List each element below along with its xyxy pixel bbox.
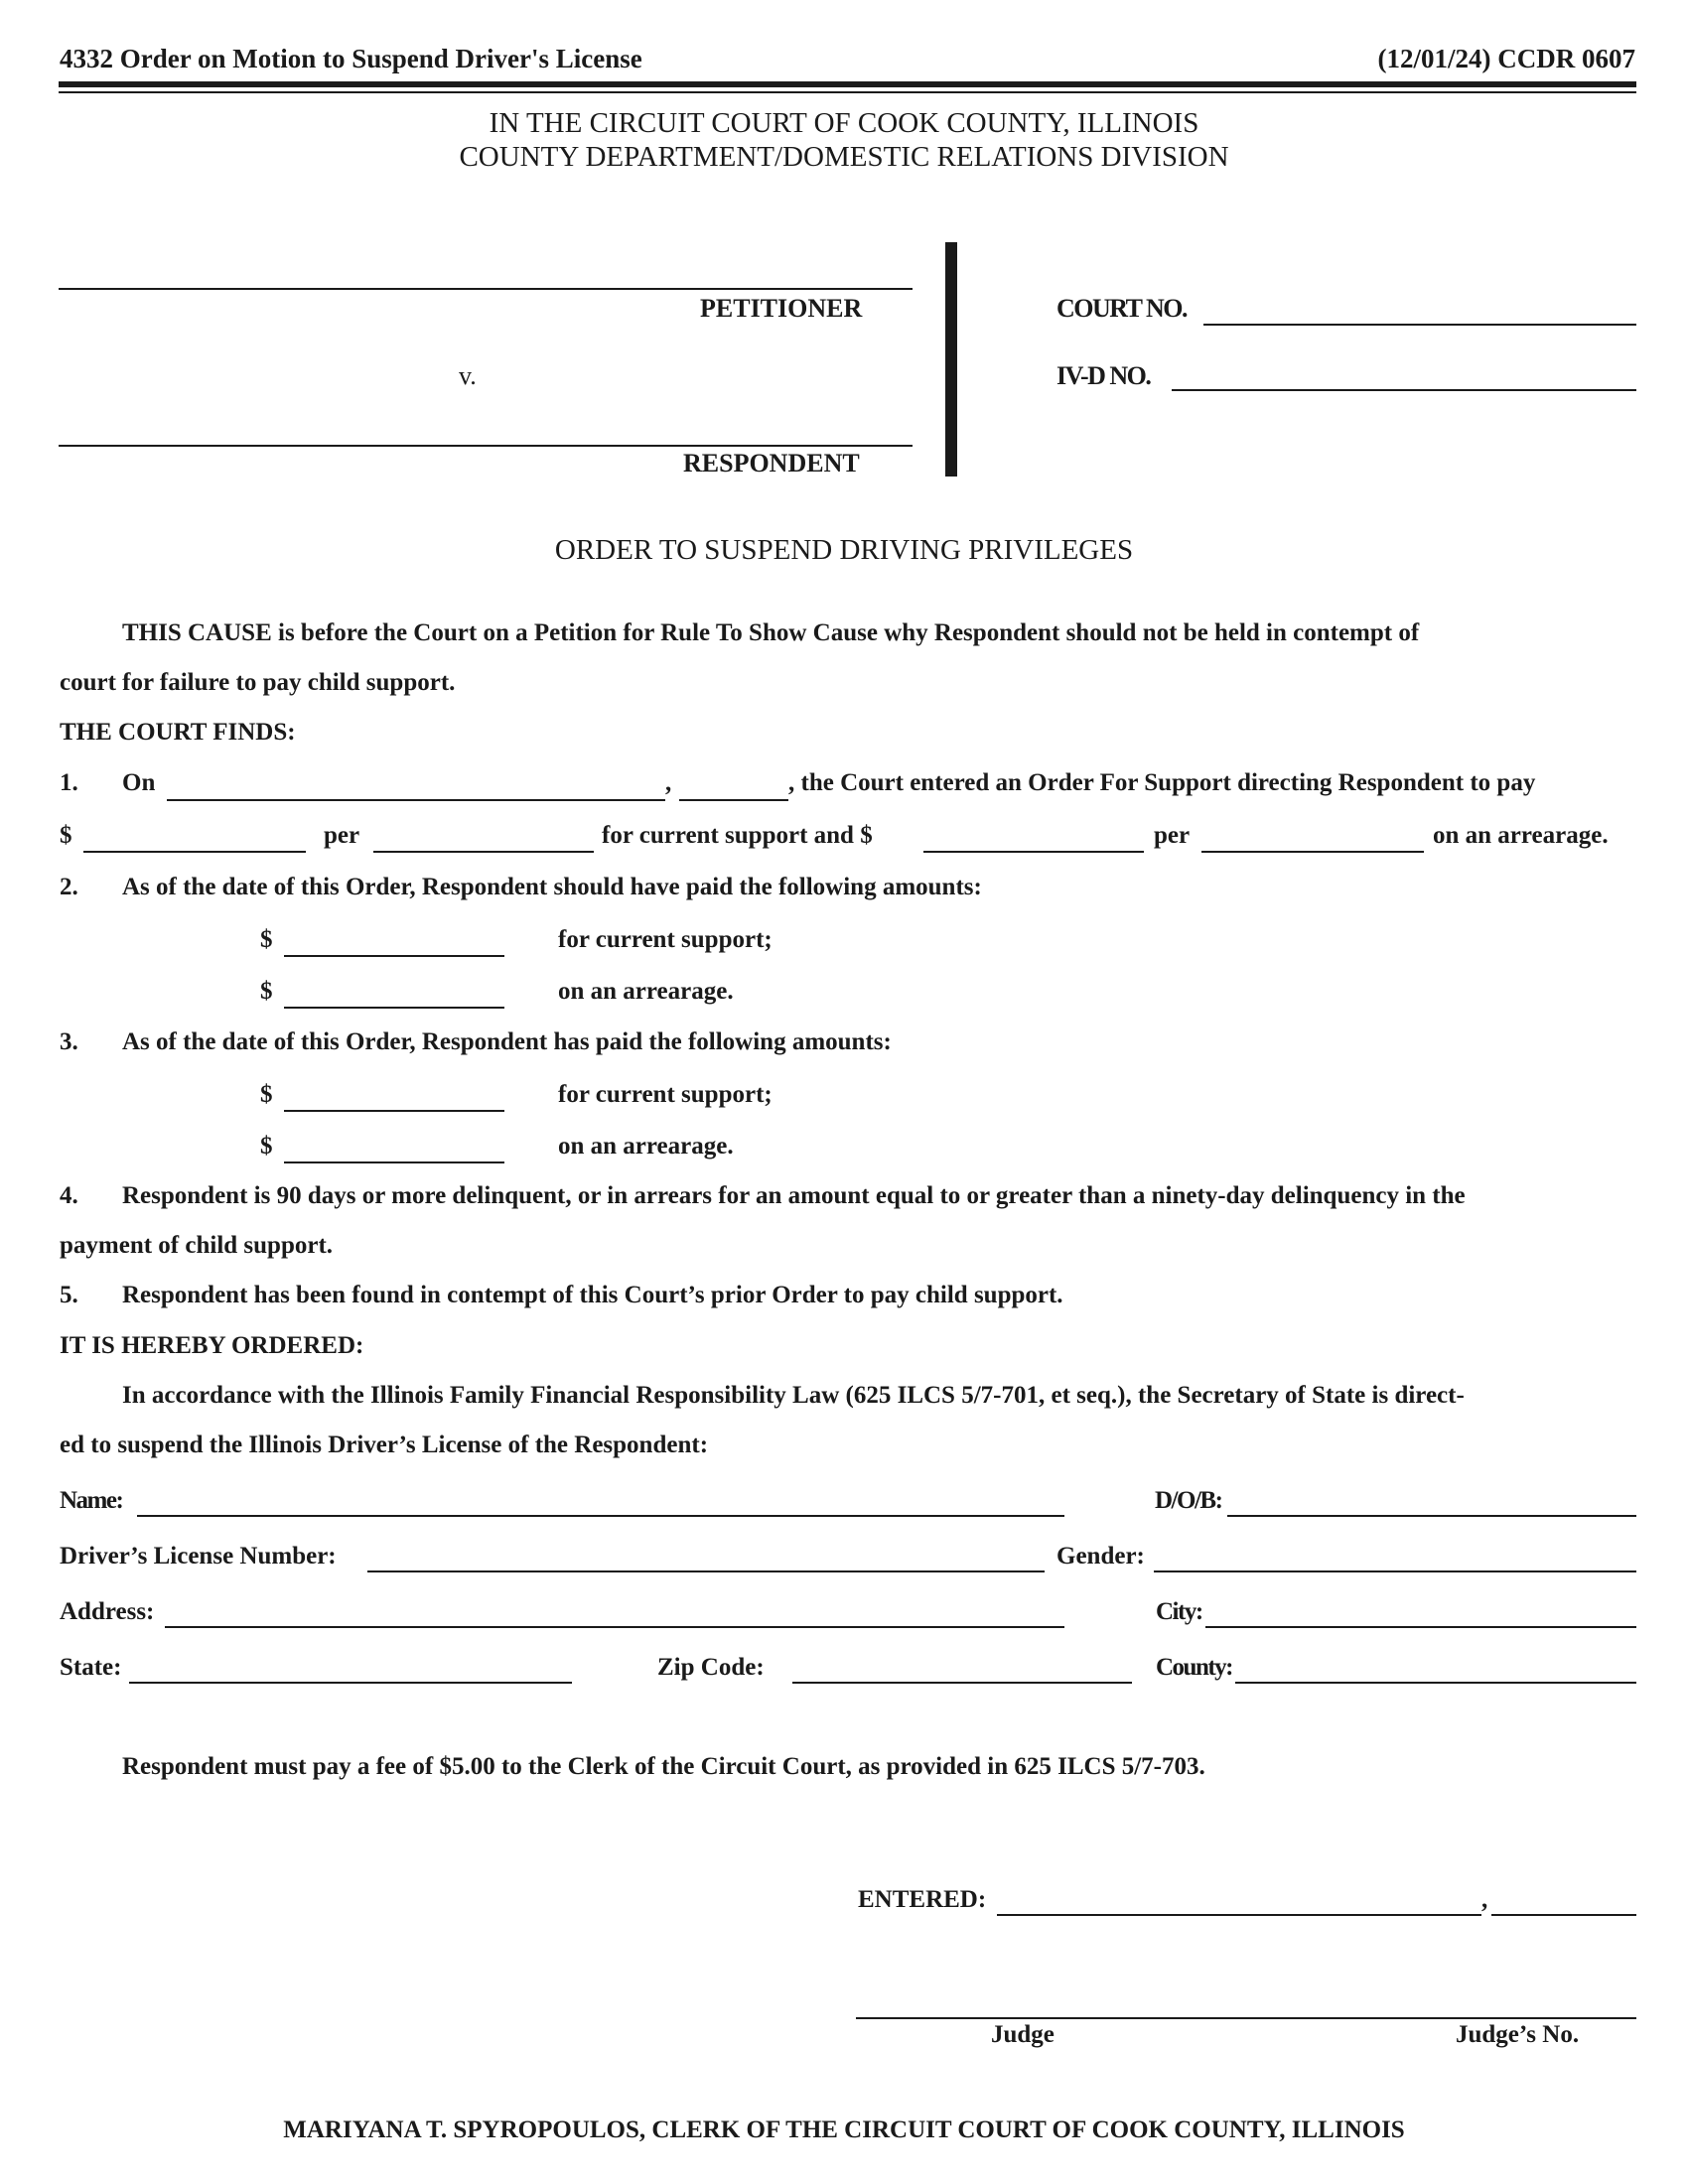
license-label: Driver’s License Number: — [60, 1543, 337, 1570]
due-current-support-field[interactable] — [284, 955, 504, 957]
paid-current-support-field[interactable] — [284, 1110, 504, 1112]
finding-4-number: 4. — [60, 1182, 78, 1209]
caption-divider — [945, 242, 957, 477]
finding-1-current-support: for current support and $ — [602, 822, 873, 849]
ivd-no-field[interactable] — [1172, 389, 1636, 391]
license-number-field[interactable] — [367, 1570, 1045, 1572]
current-support-amount-field[interactable] — [83, 851, 306, 853]
ordered-line-1: In accordance with the Illinois Family Financial Responsibility Law (625 ILCS 5/7-701, et seq.), the Secretary of State is direct- — [122, 1382, 1465, 1409]
header-rule-thick — [59, 81, 1636, 87]
finding-1-per-2: per — [1154, 822, 1191, 849]
gender-field[interactable] — [1154, 1570, 1636, 1572]
finding-1-comma: , — [665, 769, 672, 796]
support-order-date-field[interactable] — [167, 799, 665, 801]
form-title: 4332 Order on Motion to Suspend Driver's License — [60, 44, 642, 73]
petitioner-name-field[interactable] — [59, 288, 913, 290]
due-arrearage-field[interactable] — [284, 1007, 504, 1009]
court-name: IN THE CIRCUIT COURT OF COOK COUNTY, ILLINOIS — [489, 107, 1199, 139]
finding-3-arrearage-label: on an arrearage. — [558, 1133, 734, 1160]
name-label: Name: — [60, 1487, 123, 1514]
dob-field[interactable] — [1227, 1515, 1636, 1517]
finding-2-dollar-2: $ — [260, 978, 273, 1005]
header-rule-thin — [59, 91, 1636, 93]
court-no-label: COURT NO. — [1056, 294, 1188, 323]
finding-1-per: per — [324, 822, 360, 849]
arrearage-amount-field[interactable] — [923, 851, 1144, 853]
judge-no-label: Judge’s No. — [1456, 2021, 1580, 2048]
finding-2-current-label: for current support; — [558, 926, 773, 953]
dob-label: D/O/B: — [1155, 1487, 1222, 1514]
zip-code-field[interactable] — [792, 1682, 1132, 1684]
finding-3-current-label: for current support; — [558, 1081, 773, 1108]
form-code: (12/01/24) CCDR 0607 — [1377, 44, 1635, 73]
address-label: Address: — [60, 1598, 155, 1625]
finding-1-text: , the Court entered an Order For Support directing Respondent to pay — [788, 769, 1536, 796]
entered-date-field[interactable] — [997, 1914, 1481, 1916]
arrearage-period-field[interactable] — [1201, 851, 1424, 853]
court-division: COUNTY DEPARTMENT/DOMESTIC RELATIONS DIVISION — [459, 141, 1229, 173]
zip-label: Zip Code: — [657, 1654, 765, 1681]
ordered-heading: IT IS HEREBY ORDERED: — [60, 1332, 364, 1359]
finding-2-text: As of the date of this Order, Respondent should have paid the following amounts: — [122, 874, 982, 900]
address-field[interactable] — [165, 1626, 1064, 1628]
court-no-field[interactable] — [1203, 324, 1636, 326]
intro-line-2: court for failure to pay child support. — [60, 669, 456, 696]
order-title: ORDER TO SUSPEND DRIVING PRIVILEGES — [554, 534, 1134, 566]
finding-1-dollar: $ — [60, 822, 72, 849]
clerk-footer: MARIYANA T. SPYROPOULOS, CLERK OF THE CIRCUIT COURT OF COOK COUNTY, ILLINOIS — [283, 2116, 1405, 2143]
finding-2-number: 2. — [60, 874, 78, 900]
finding-5-text: Respondent has been found in contempt of this Court’s prior Order to pay child support. — [122, 1282, 1063, 1308]
ivd-no-label: IV-D NO. — [1056, 361, 1151, 390]
findings-heading: THE COURT FINDS: — [60, 719, 296, 746]
finding-3-text: As of the date of this Order, Respondent has paid the following amounts: — [122, 1028, 892, 1055]
ordered-line-2: ed to suspend the Illinois Driver’s License of the Respondent: — [60, 1432, 709, 1458]
county-label: County: — [1156, 1654, 1233, 1681]
respondent-label: RESPONDENT — [683, 449, 860, 478]
fee-notice: Respondent must pay a fee of $5.00 to the Clerk of the Circuit Court, as provided in 625 ILCS 5/7-703. — [122, 1753, 1205, 1780]
entered-label: ENTERED: — [858, 1886, 987, 1913]
finding-5-number: 5. — [60, 1282, 78, 1308]
state-field[interactable] — [129, 1682, 572, 1684]
finding-1-on: On — [122, 769, 156, 796]
support-order-year-field[interactable] — [679, 799, 788, 801]
finding-4-line-2: payment of child support. — [60, 1232, 334, 1259]
finding-4-line-1: Respondent is 90 days or more delinquent, or in arrears for an amount equal to or greater than a ninety-day delinquency in the — [122, 1182, 1466, 1209]
state-label: State: — [60, 1654, 122, 1681]
judge-label: Judge — [991, 2021, 1055, 2048]
paid-arrearage-field[interactable] — [284, 1161, 504, 1163]
entered-comma: , — [1481, 1886, 1488, 1913]
city-label: City: — [1156, 1598, 1202, 1625]
entered-year-field[interactable] — [1491, 1914, 1636, 1916]
petitioner-label: PETITIONER — [700, 294, 863, 323]
name-field[interactable] — [137, 1515, 1064, 1517]
gender-label: Gender: — [1056, 1543, 1145, 1570]
finding-3-dollar-2: $ — [260, 1133, 273, 1160]
finding-2-arrearage-label: on an arrearage. — [558, 978, 734, 1005]
judge-signature-field[interactable] — [856, 2017, 1636, 2019]
county-field[interactable] — [1235, 1682, 1636, 1684]
finding-3-dollar-1: $ — [260, 1081, 273, 1108]
city-field[interactable] — [1205, 1626, 1636, 1628]
respondent-name-field[interactable] — [59, 445, 913, 447]
finding-1-number: 1. — [60, 769, 78, 796]
current-support-period-field[interactable] — [373, 851, 594, 853]
finding-3-number: 3. — [60, 1028, 78, 1055]
versus-label: v. — [459, 361, 477, 390]
intro-line-1: THIS CAUSE is before the Court on a Petition for Rule To Show Cause why Respondent should not be held in contempt of — [122, 619, 1420, 646]
finding-1-arrearage: on an arrearage. — [1433, 822, 1609, 849]
finding-2-dollar-1: $ — [260, 926, 273, 953]
